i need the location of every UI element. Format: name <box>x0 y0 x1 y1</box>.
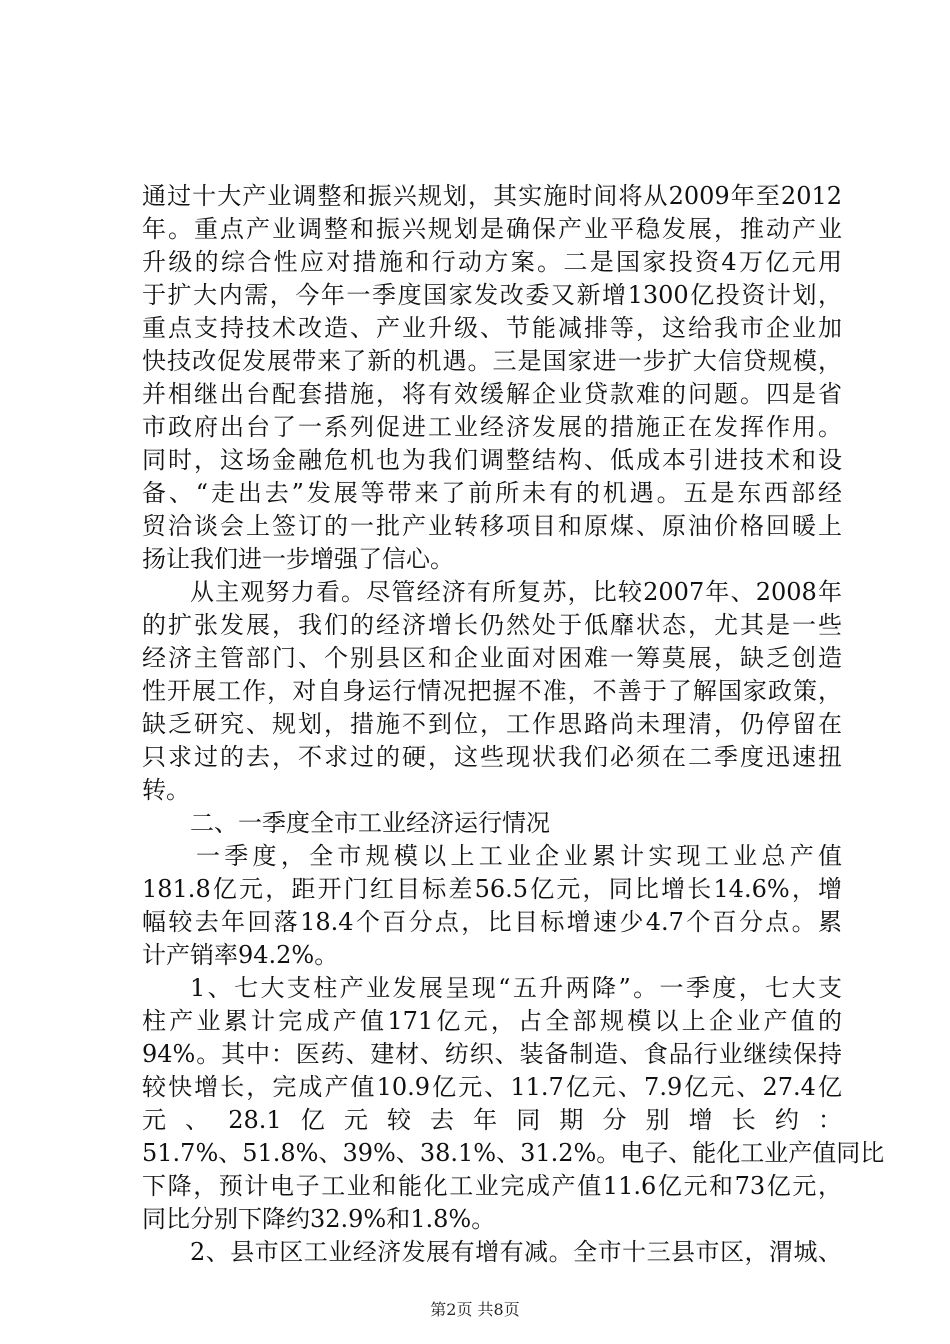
text-line: 年。重点产业调整和振兴规划是确保产业平稳发展，推动产业 <box>142 215 842 243</box>
text-line: 只求过的去，不求过的硬，这些现状我们必须在二季度迅速扭 <box>142 743 842 771</box>
text-line: 性开展工作，对自身运行情况把握不准，不善于了解国家政策， <box>142 677 842 705</box>
text-line: 从主观努力看。尽管经济有所复苏，比较2007年、2008年 <box>190 578 842 606</box>
text-line: 一季度，全市规模以上工业企业累计实现工业总产值 <box>196 842 842 870</box>
text-line: 94%。其中：医药、建材、纺织、装备制造、食品行业继续保持 <box>142 1040 842 1068</box>
text-line: 转。 <box>142 776 190 804</box>
text-line: 升级的综合性应对措施和行动方案。二是国家投资4万亿元用 <box>142 248 842 276</box>
text-line: 柱产业累计完成产值171亿元，占全部规模以上企业产值的 <box>142 1007 842 1035</box>
text-line: 同时，这场金融危机也为我们调整结构、低成本引进技术和设 <box>142 446 842 474</box>
text-line: 并相继出台配套措施，将有效缓解企业贷款难的问题。四是省 <box>142 380 842 408</box>
text-line: 下降，预计电子工业和能化工业完成产值11.6亿元和73亿元， <box>142 1172 842 1200</box>
text-line: 幅较去年回落18.4个百分点，比目标增速少4.7个百分点。累 <box>142 908 842 936</box>
text-line: 市政府出台了一系列促进工业经济发展的措施正在发挥作用。 <box>142 413 842 441</box>
text-line: 扬让我们进一步增强了信心。 <box>142 545 454 573</box>
text-line: 2、县市区工业经济发展有增有减。全市十三县市区，渭城、 <box>190 1238 842 1266</box>
page-number-footer: 第2页 共8页 <box>430 1300 520 1319</box>
text-line: 贸洽谈会上签订的一批产业转移项目和原煤、原油价格回暖上 <box>142 512 842 540</box>
text-line: 181.8亿元，距开门红目标差56.5亿元，同比增长14.6%，增 <box>142 875 842 903</box>
text-line: 通过十大产业调整和振兴规划，其实施时间将从2009年至2012 <box>142 182 842 210</box>
text-line: 缺乏研究、规划，措施不到位，工作思路尚未理清，仍停留在 <box>142 710 842 738</box>
text-line: 51.7%、51.8%、39%、38.1%、31.2%。电子、能化工业产值同比 <box>142 1139 885 1167</box>
text-line: 同比分别下降约32.9%和1.8%。 <box>142 1205 496 1233</box>
text-line: 经济主管部门、个别县区和企业面对困难一筹莫展，缺乏创造 <box>142 644 842 672</box>
text-line: 计产销率94.2%。 <box>142 941 339 969</box>
section-heading: 二、一季度全市工业经济运行情况 <box>190 809 550 837</box>
text-line: 1、七大支柱产业发展呈现“五升两降”。一季度，七大支 <box>190 974 842 1002</box>
text-line: 备、“走出去”发展等带来了前所未有的机遇。五是东西部经 <box>142 479 842 507</box>
text-line: 于扩大内需，今年一季度国家发改委又新增1300亿投资计划， <box>142 281 842 309</box>
text-line: 的扩张发展，我们的经济增长仍然处于低靡状态，尤其是一些 <box>142 611 842 639</box>
text-line: 快技改促发展带来了新的机遇。三是国家进一步扩大信贷规模， <box>142 347 842 375</box>
text-line: 元、28.1亿元较去年同期分别增长约： <box>142 1106 842 1134</box>
text-line: 较快增长，完成产值10.9亿元、11.7亿元、7.9亿元、27.4亿 <box>142 1073 842 1101</box>
text-line: 重点支持技术改造、产业升级、节能减排等，这给我市企业加 <box>142 314 842 342</box>
